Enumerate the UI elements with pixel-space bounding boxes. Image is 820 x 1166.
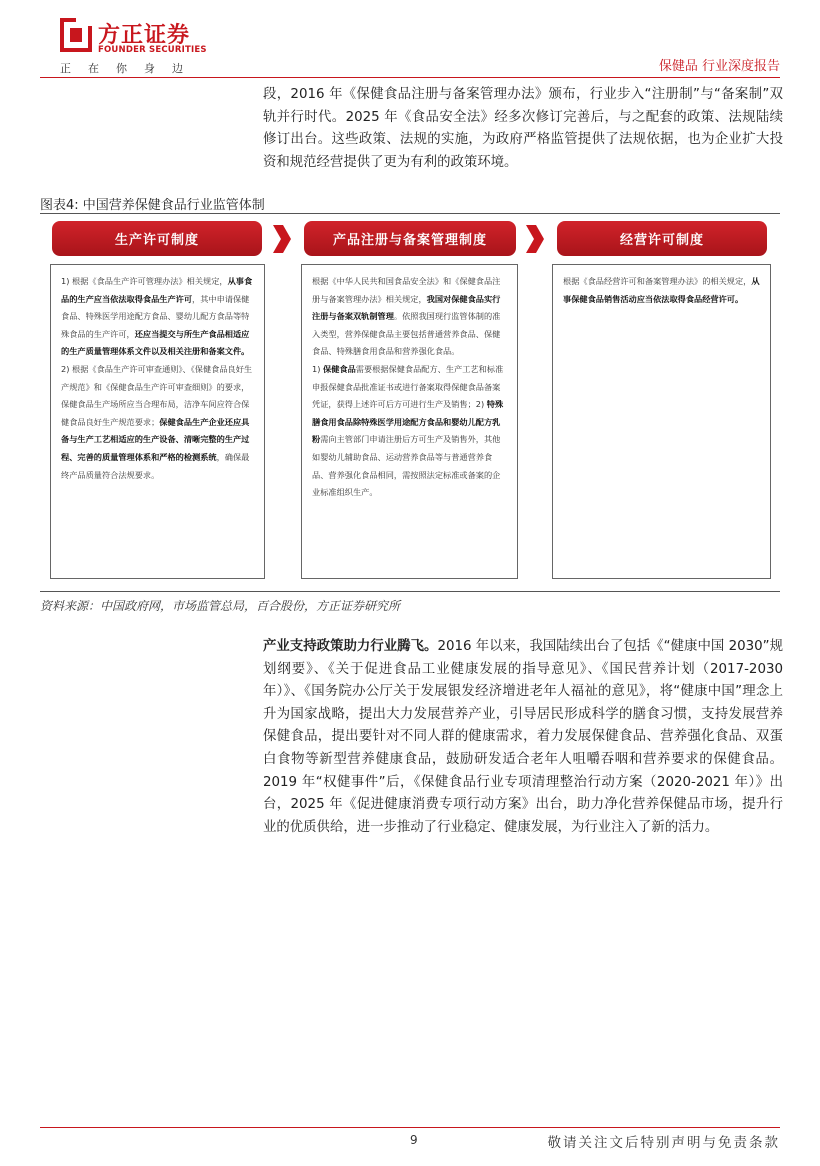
- page-header: [0, 0, 820, 80]
- box1-p1-s1: 从事食品的生产应当依法取得食品生产许可: [61, 276, 253, 304]
- header-divider: [40, 77, 780, 78]
- box3-p1-s0: 根据《食品经营许可和备案管理办法》的相关规定，: [563, 276, 752, 286]
- box2-p2-s3: 特殊膳食用食品除特殊医学用途配方食品和婴幼儿配方乳粉: [312, 399, 504, 445]
- box2-p1-s1: 我国对保健食品实行注册与备案双轨制管理: [312, 293, 501, 322]
- report-tag: 保健品 行业深度报告: [658, 59, 780, 74]
- figure-source: 资料来源：中国政府网，市场监管总局，百合股份，方正证券研究所: [40, 599, 401, 613]
- box-operation-license: [552, 264, 771, 579]
- box2-p2-s2: 需要根据保健食品配方、生产工艺和标准申报保健食品批准证书或进行备案取得保健食品备案凭证，获得上述许可后方可进行生产及销售；2): [312, 363, 504, 410]
- box2-p1-s2: 。依照我国现行监管体制的准入类型，营养保健食品主要包括普通营养食品、保健食品、特殊膳食用食品和营养强化食品。: [312, 311, 501, 357]
- paragraph-body: 2016 年以来，我国陆续出台了包括《“健康中国 2030”规划纲要》、《关于促进食品工业健康发展的指导意见》、《国民营养计划（2017-2030 年）》、《国务院办公厅关于发展银发经济增进老年人福祉的意见》，将“健康中国”理念上升为国家战略，提出大力发展营养产业，引导居民形成科学的膳食习惯，支持发展营养保健食品，提出要针对不同人群的健康需求，着力发展保健食品、营养强化食品、双蛋白食物等新型营养健康食品，鼓励研发适合老年人咀嚼吞咽和营养要求的保健食品。2019 年“权健事件”后，《保健食品行业专项清理整治行动方案（2020-2021 年）》出台，2025 年《促进健康消费专项行动方案》出台，助力净化营养保健品市场，提升行业的优质供给，进一步推动了行业稳定、健康发展，为行业注入了新的活力。: [263, 639, 784, 835]
- box2-paragraph: [312, 361, 507, 502]
- box2-p1-s0: 根据《中华人民共和国食品安全法》和《保健食品注册与备案管理办法》相关规定，: [312, 276, 501, 304]
- box2-p2-s4: 需向主管部门申请注册后方可生产及销售外，其他如婴幼儿辅助食品、运动营养食品等与普通营养食品、营养强化食品相同，需按照法定标准或备案的企业标准组织生产。: [312, 434, 501, 498]
- body-paragraph-2: [263, 636, 783, 839]
- box3-paragraph: [563, 273, 760, 308]
- chevron-right-icon: [524, 223, 546, 255]
- footer-disclaimer: 敬请关注文后特别声明与免责条款: [547, 1135, 780, 1151]
- body-paragraph-1: 段，2016 年《保健食品注册与备案管理办法》颁布，行业步入“注册制”与“备案制”双轨并行时代。2025 年《食品安全法》经多次修订完善后，与之配套的政策、法规陆续修订出台。这些政策、法规的实施，为政府严格监管提供了法规依据，也为企业扩大投资和规范经营提供了更为有利的政策环境。: [263, 87, 783, 170]
- box3-p1-s1: 从事保健食品销售活动应当依法取得食品经营许可。: [563, 276, 760, 304]
- box1-paragraph: [61, 361, 254, 484]
- box1-paragraph: [61, 273, 254, 361]
- logo-text-cn: 方正证券: [98, 23, 191, 48]
- box1-p2-s0: 2) 根据《食品生产许可审查通则》、《保健食品良好生产规范》和《保健食品生产许可审查细则》的要求，保健食品生产场所应当合理布局，洁净车间应符合保健食品良好生产规范要求；: [61, 363, 253, 427]
- slogan: 正在你身边: [60, 62, 200, 75]
- box2-paragraph: [312, 273, 507, 361]
- box1-p1-s3: 还应当提交与所生产食品相适应的生产质量管理体系文件以及相关注册和备案文件。: [61, 328, 250, 357]
- box1-p1-s0: 1) 根据《食品生产许可管理办法》相关规定，: [61, 276, 228, 286]
- page-number: 9: [410, 1133, 418, 1147]
- paragraph-lead: 产业支持政策助力行业腾飞。: [263, 639, 438, 654]
- box-production-license: [50, 264, 265, 579]
- footer-divider: [40, 1127, 780, 1128]
- chevron-right-icon: [271, 223, 293, 255]
- box2-p2-s1: 保健食品: [323, 363, 356, 374]
- founder-logo-icon: [60, 18, 92, 52]
- pill-operation-license: 经营许可制度: [557, 221, 767, 256]
- logo-text-en: FOUNDER SECURITIES: [98, 45, 207, 55]
- box2-p2-s0: 1): [312, 363, 324, 374]
- box1-p1-s2: ，其中申请保健食品、特殊医学用途配方食品、婴幼儿配方食品等特殊食品的生产许可，: [61, 293, 250, 339]
- box1-p2-s1: 保健食品生产企业还应具备与生产工艺相适应的生产设备、清晰完整的生产过程、完善的质量管理体系和严格的检测系统: [61, 416, 250, 462]
- pill-production-license: 生产许可制度: [52, 221, 262, 256]
- box-registration-filing: [301, 264, 518, 579]
- box1-p2-s2: ，确保最终产品质量符合法规要求。: [61, 451, 250, 480]
- figure-bottom-rule: [40, 591, 780, 592]
- figure-top-rule: [40, 213, 780, 214]
- figure-title: 图表4: 中国营养保健食品行业监管体制: [40, 198, 265, 213]
- pill-registration-filing: 产品注册与备案管理制度: [304, 221, 516, 256]
